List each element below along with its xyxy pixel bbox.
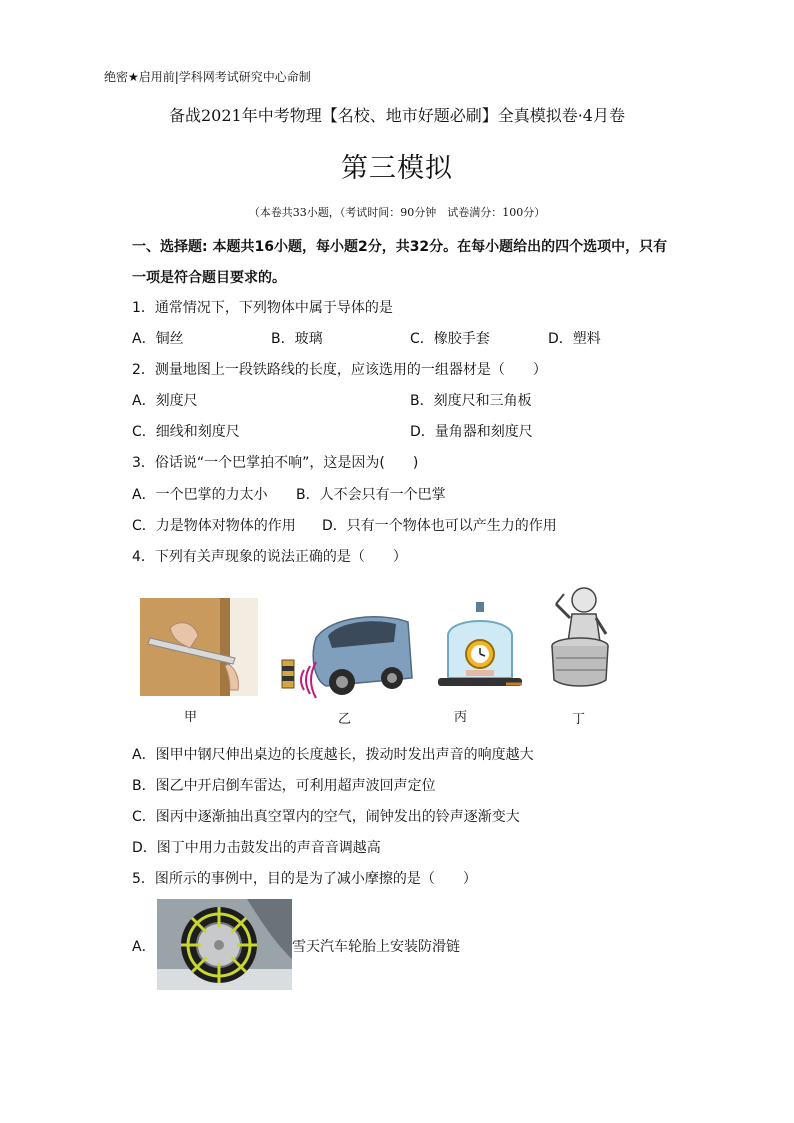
figure-label-yi: 乙 [338,712,352,727]
q4-option-c: C．图丙中逐渐抽出真空罩内的空气，闹钟发出的铃声逐渐变大 [132,809,520,825]
exam-info: （本卷共33小题，（考试时间：90分钟 试卷满分：100分） [248,206,546,219]
figure-bell-jar [436,600,524,692]
q2-option-d: D．量角器和刻度尺 [410,424,533,440]
figure-drummer [546,584,618,692]
q1-option-a: A．铜丝 [132,331,184,347]
q5-option-a-prefix: A． [132,939,156,955]
q1-option-b: B．玻璃 [271,331,323,347]
question-5-stem: 5．图所示的事例中，目的是为了减小摩擦的是（ ） [132,871,477,887]
q3-option-a: A．一个巴掌的力太小 [132,487,268,503]
figure-steel-ruler [140,598,258,696]
question-4-stem: 4．下列有关声现象的说法正确的是（ ） [132,549,407,565]
q4-option-d: D．图丁中用力击鼓发出的声音音调越高 [132,840,381,856]
figure-label-jia: 甲 [184,710,198,725]
q2-option-c: C．细线和刻度尺 [132,424,240,440]
q2-option-a: A．刻度尺 [132,393,198,409]
q3-option-d: D．只有一个物体也可以产生力的作用 [322,518,557,534]
figure-reversing-car [276,608,414,704]
page-title: 第三模拟 [341,153,453,184]
q5-option-a-text: 雪天汽车轮胎上安装防滑链 [292,939,460,955]
question-3-stem: 3．俗话说“一个巴掌拍不响”，这是因为( ) [132,455,419,471]
figure-label-ding: 丁 [572,712,586,727]
q4-option-a: A．图甲中钢尺伸出桌边的长度越长，拨动时发出声音的响度越大 [132,747,534,763]
q1-option-c: C．橡胶手套 [410,331,490,347]
q4-option-b: B．图乙中开启倒车雷达，可利用超声波回声定位 [132,778,436,794]
q1-option-d: D．塑料 [548,331,601,347]
section-heading: 一、选择题: 本题共16小题，每小题2分，共32分。在每小题给出的四个选项中，只有一项是符合题目要求的。 [132,239,668,286]
exam-title: 备战2021年中考物理【名校、地市好题必刷】全真模拟卷·4月卷 [169,106,625,125]
q3-option-b: B．人不会只有一个巴掌 [296,487,446,503]
question-2-stem: 2．测量地图上一段铁路线的长度，应该选用的一组器材是（ ） [132,362,547,378]
q2-option-b: B．刻度尺和三角板 [410,393,532,409]
figure-label-bing: 丙 [454,710,468,725]
q3-option-c: C．力是物体对物体的作用 [132,518,296,534]
confidential-header: 绝密★启用前|学科网考试研究中心命制 [104,70,311,84]
question-1-stem: 1．通常情况下，下列物体中属于导体的是 [132,300,393,316]
figure-snow-chain-tire [157,899,292,990]
